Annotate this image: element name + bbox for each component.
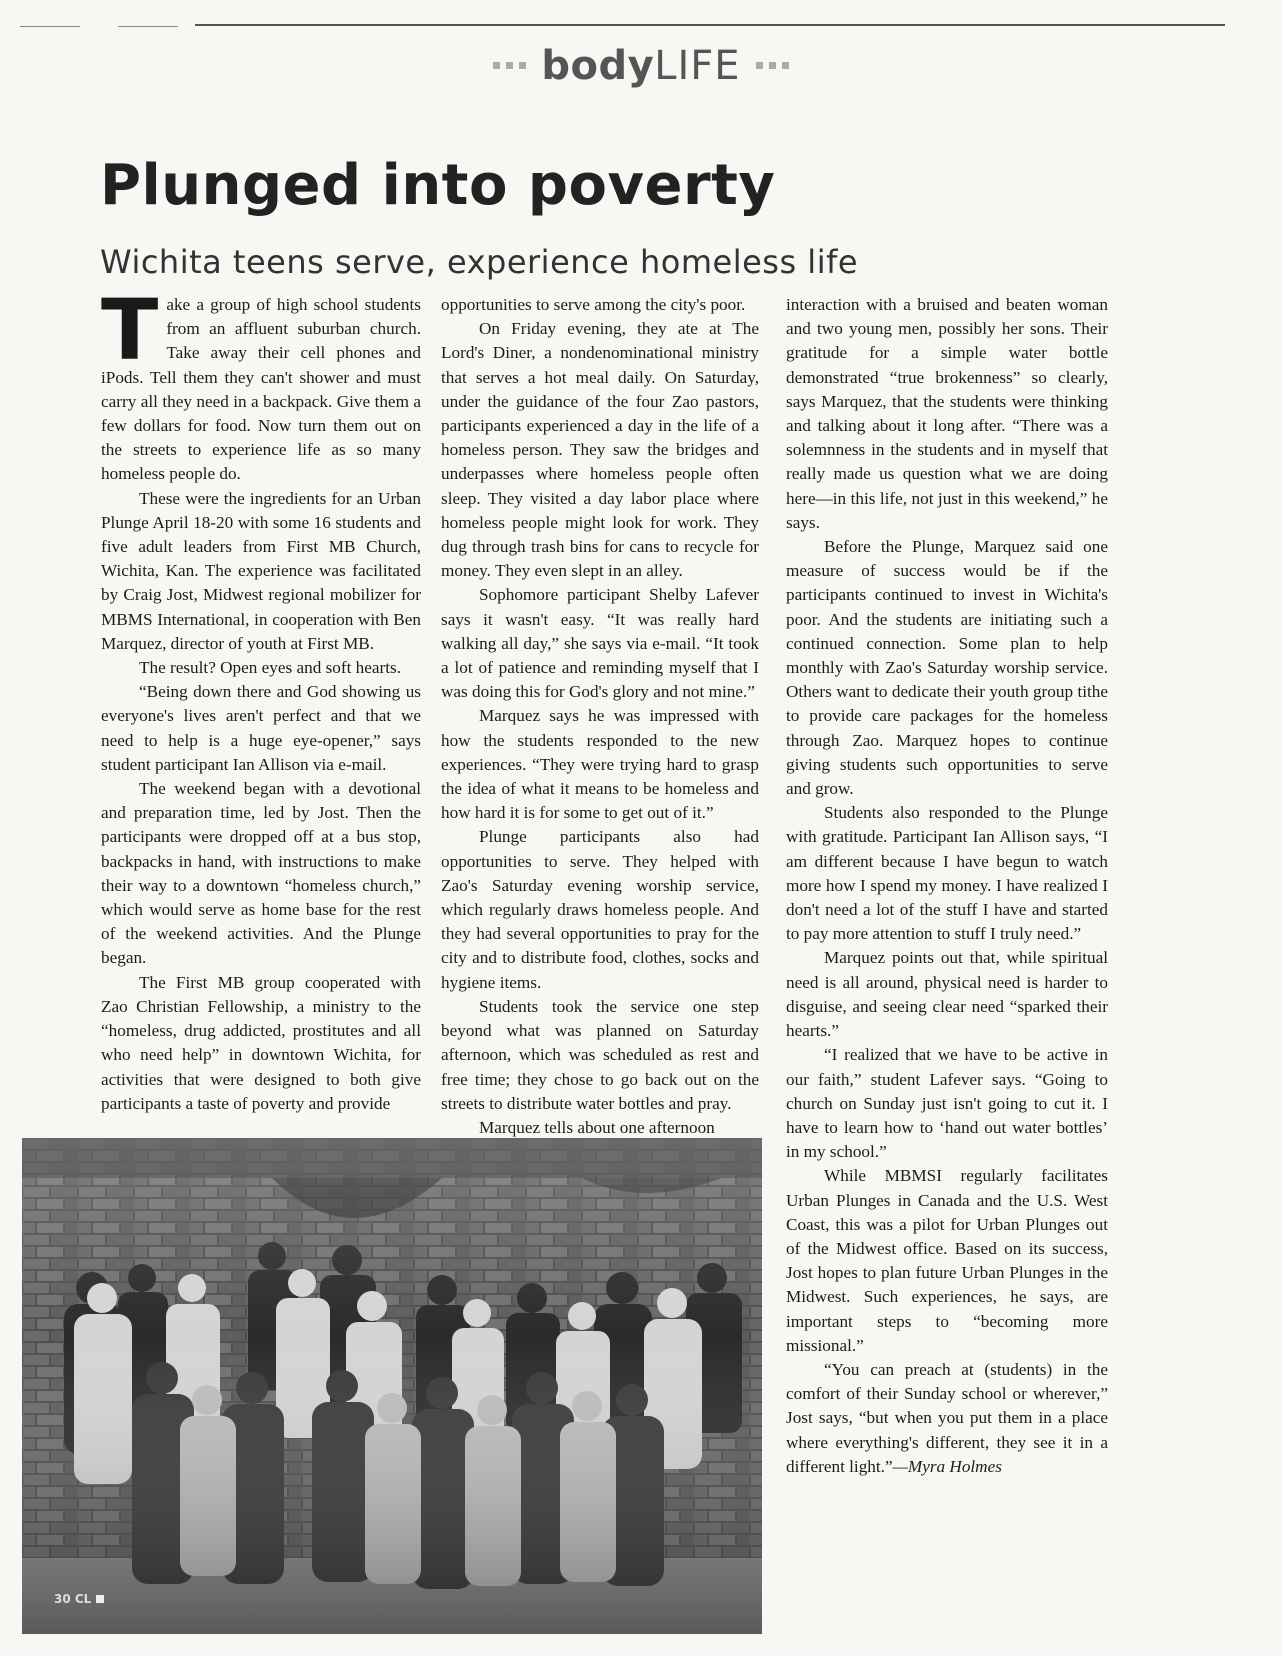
header-rule-stub	[20, 26, 80, 27]
article-subtitle: Wichita teens serve, experience homeless life	[100, 243, 859, 281]
square-bullet-icon	[493, 62, 500, 69]
header-rule-stub	[118, 26, 178, 27]
paragraph: Students took the service one step beyond what was planned on Saturday afternoon, which was scheduled as rest and free time; they chose to go back out on the streets to distribute water bottles and pray.	[441, 996, 759, 1113]
paragraph: opportunities to serve among the city's poor.	[441, 295, 746, 314]
paragraph: The result? Open eyes and soft hearts.	[139, 658, 402, 678]
paragraph: interaction with a bruised and beaten woman and two young men, possibly her sons. Their gratitude for a simple water bottle demonstrated “true brokenness” so clearly, says Marquez, that the students were thinking and talking about it long after. “There was a solemnness in the students and in myself that really made us question what we are doing here—in this life, not just in this weekend,” he says.	[786, 295, 1108, 532]
section-header	[0, 38, 1282, 94]
group-photo	[22, 1138, 762, 1634]
drop-cap: T	[101, 281, 159, 379]
square-bullet-icon	[506, 62, 513, 69]
square-bullet-icon	[769, 62, 776, 69]
paragraph: Sophomore participant Shelby Lafever says it wasn't easy. “It was really hard walking all day,” she says via e-mail. “It took a lot of patience and reminding myself that I was doing this for God's glory and not mine.”	[441, 585, 759, 702]
paragraph: Students also responded to the Plunge with gratitude. Participant Ian Allison says, “I am different because I have begun to watch more how I spend my money. I have realized I don't need a lot of the stuff I have and started to pay more attention to stuff I truly need.”	[786, 803, 1108, 944]
page-folio	[54, 1592, 104, 1606]
paragraph: These were the ingredients for an Urban Plunge April 18-20 with some 16 students and five adult leaders from First MB Church, Wichita, Kan. The experience was facilitated by Craig Jost, Midwest regional mobilizer for MBMS International, in cooperation with Ben Marquez, director of youth at First MB.	[101, 488, 421, 653]
article-column-2	[441, 293, 759, 1140]
header-rule	[195, 24, 1225, 26]
square-bullet-icon	[756, 62, 763, 69]
paragraph: While MBMSI regularly facilitates Urban Plunges in Canada and the U.S. West Coast, this was a pilot for Urban Plunges out of the Midwest office. Based on its success, Jost hopes to plan future Urban Plunges in the Midwest. Such experiences, he says, are important steps to “becoming more missional.”	[786, 1166, 1108, 1355]
article-column-1	[101, 281, 421, 1116]
square-bullet-icon	[782, 62, 789, 69]
section-header-light: LIFE	[654, 43, 741, 89]
byline: —Myra Holmes	[892, 1456, 1002, 1476]
paragraph: “You can preach at (students) in the comfort of their Sunday school or wherever,” Jost says, “but when you put them in a place where everything's different, they see it in a different light.”—Myra Holmes	[786, 1359, 1108, 1476]
square-bullet-icon	[96, 1595, 104, 1603]
paragraph: Marquez tells about one afternoon	[479, 1117, 715, 1137]
paragraph: “Being down there and God showing us everyone's lives aren't perfect and that we need to help is a huge eye-opener,” says student participant Ian Allison via e-mail.	[101, 682, 421, 774]
paragraph: Take a group of high school students from an affluent suburban church. Take away their cell phones and iPods. Tell them they can't shower and must carry all they need in a backpack. Give them a few dollars for food. Now turn them out on the streets to experience life as so many homeless people do.	[101, 281, 421, 484]
paragraph: The First MB group cooperated with Zao Christian Fellowship, a ministry to the “homeless, drug addicted, prostitutes and all who need help” in downtown Wichita, for activities that were designed to both give participants a taste of poverty and provide	[101, 972, 421, 1113]
section-header-bold: body	[541, 43, 655, 89]
paragraph: Marquez points out that, while spiritual need is all around, physical need is harder to disguise, and seeing clear need “sparked their hearts.”	[786, 948, 1108, 1041]
article-column-3	[786, 293, 1108, 1479]
paragraph: Plunge participants also had opportunities to serve. They helped with Zao's Saturday evening worship service, which regularly draws homeless people. And they had several opportunities to pray for the city and to distribute food, clothes, socks and hygiene items.	[441, 827, 759, 992]
paragraph: Marquez says he was impressed with how the students responded to the new experiences. “They were trying hard to grasp the idea of what it means to be homeless and how hard it is for some to get out of it.”	[441, 706, 759, 823]
paragraph: The weekend began with a devotional and preparation time, led by Jost. Then the participants were dropped off at a bus stop, backpacks in hand, with instructions to make their way to a downtown “homeless church,” which would serve as home base for the rest of the weekend activities. And the Plunge began.	[101, 779, 421, 968]
square-bullet-icon	[519, 62, 526, 69]
article-title: Plunged into poverty	[100, 153, 776, 218]
paragraph: On Friday evening, they ate at The Lord's Diner, a nondenominational ministry that serves a hot meal daily. On Saturday, under the guidance of the four Zao pastors, participants experienced a day in the life of a homeless person. They saw the bridges and underpasses where homeless people often sleep. They visited a day labor place where homeless people might look for work. They dug through trash bins for cans to recycle for money. They even slept in an alley.	[441, 319, 759, 581]
paragraph: “I realized that we have to be active in our faith,” student Lafever says. “Going to church on Sunday just isn't going to cut it. I have to learn how to ‘hand out water bottles’ in my school.”	[786, 1045, 1108, 1162]
folio-text: 30 CL	[54, 1592, 92, 1606]
paragraph: Before the Plunge, Marquez said one measure of success would be if the participants continued to invest in Wichita's poor. And the students are initiating such a continued connection. Some plan to help monthly with Zao's Saturday worship service. Others want to dedicate their youth group tithe to provide care packages for the homeless through Zao. Marquez hopes to continue giving students such opportunities to serve and grow.	[786, 537, 1108, 799]
